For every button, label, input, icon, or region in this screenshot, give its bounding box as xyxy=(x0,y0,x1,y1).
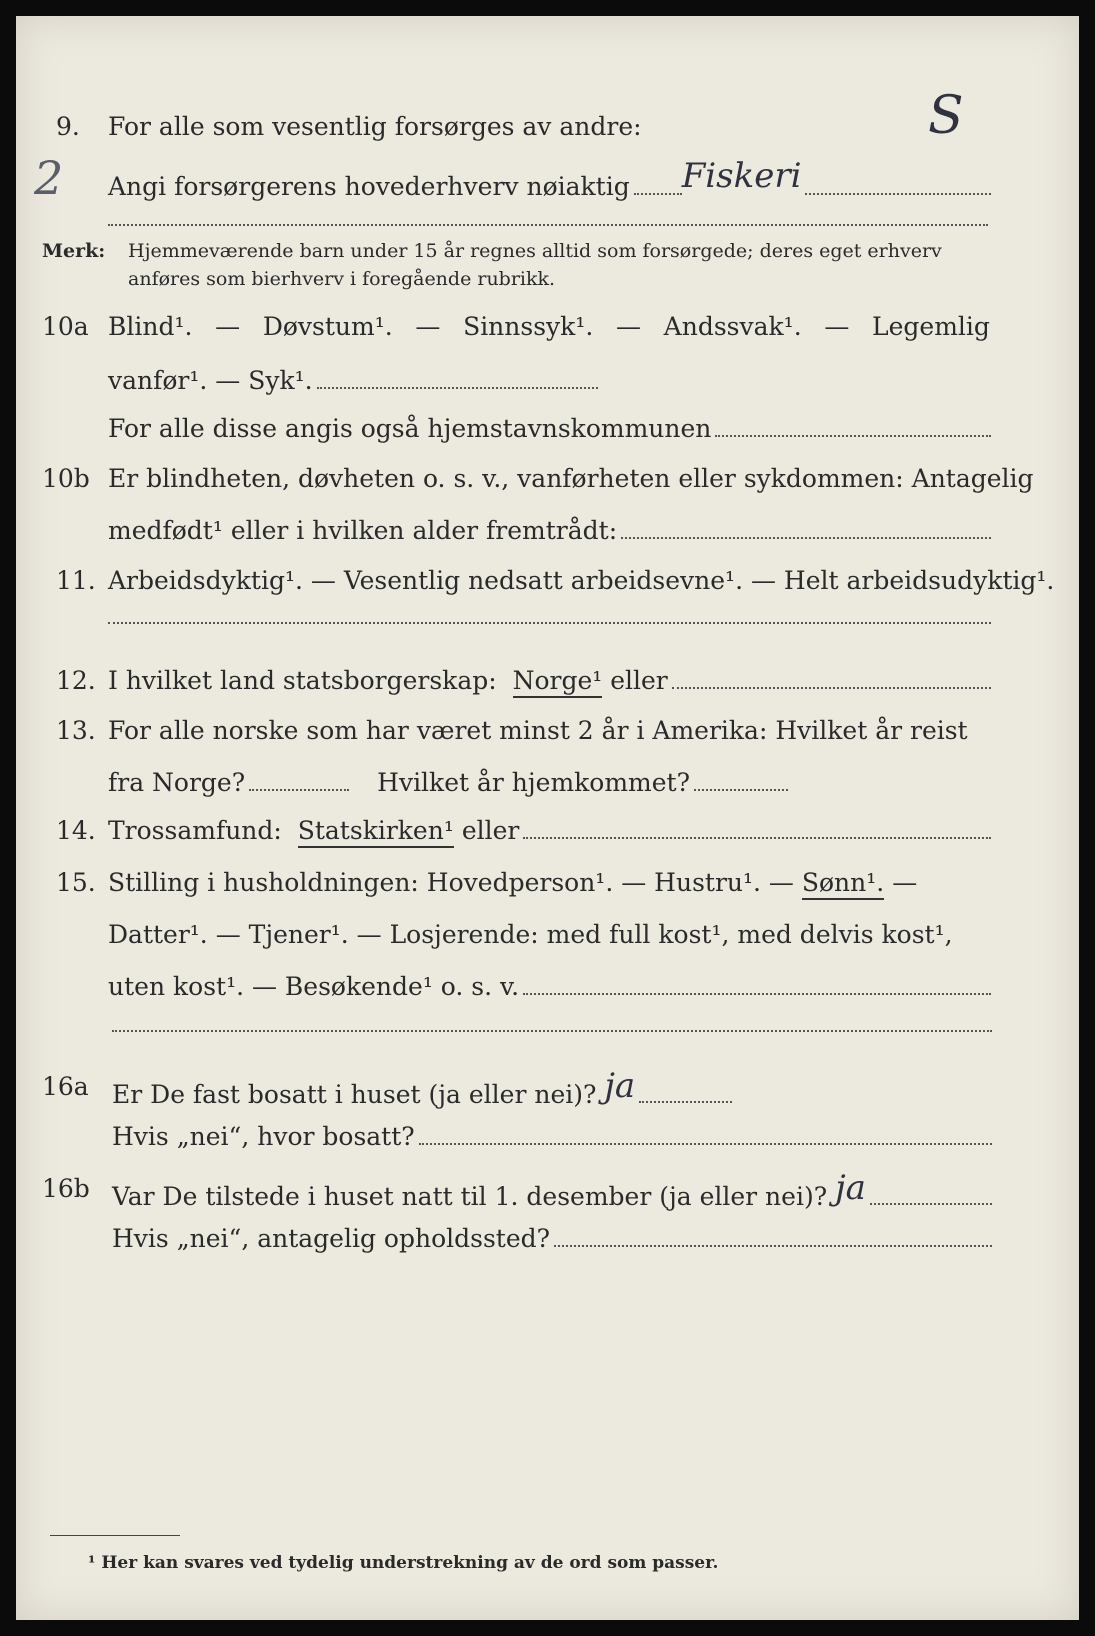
q16a-leader xyxy=(639,1101,732,1103)
q16a-line2 xyxy=(112,1122,992,1151)
q13-number: 13. xyxy=(56,716,96,745)
q12-pre: I hvilket land statsborgerskap: xyxy=(108,666,497,695)
q14-underlined-statskirken: Statskirken¹ xyxy=(298,816,454,848)
q13-leader-b xyxy=(694,789,788,791)
q11-line1: Arbeidsdyktig¹. — Vesentlig nedsatt arbeidsevne¹. — Helt arbeidsudyktig¹. xyxy=(108,566,1055,595)
q13-line1: For alle norske som har været minst 2 år i Amerika: Hvilket år reist xyxy=(108,716,968,745)
q15-line3-leader xyxy=(523,993,991,995)
note-line2: anføres som bierhverv i foregående rubrikk. xyxy=(128,268,556,290)
q10b-line2-text: medfødt¹ eller i hvilken alder fremtrådt: xyxy=(108,516,618,545)
q10a-line3-text: For alle disse angis også hjemstavnskommunen xyxy=(108,414,712,443)
q15-underlined-sonn: Sønn¹. xyxy=(802,868,884,900)
note-line1: Hjemmeværende barn under 15 år regnes alltid som forsørgede; deres eget erhverv xyxy=(128,240,942,262)
q10a-opt-dovstum: Døvstum¹. xyxy=(262,312,393,341)
q10a-line2-leader xyxy=(317,387,598,389)
footnote-rule xyxy=(50,1535,180,1536)
q16b-line2-leader xyxy=(554,1245,992,1247)
q10a-opt-sinnssyk: Sinnssyk¹. xyxy=(463,312,594,341)
q15-number: 15. xyxy=(56,868,96,897)
q15-line2: Datter¹. — Tjener¹. — Losjerende: med full kost¹, med delvis kost¹, xyxy=(108,920,953,949)
q10a-opt-blind: Blind¹. xyxy=(108,312,193,341)
q11-blank-line xyxy=(108,622,991,624)
note-label: Merk: xyxy=(42,240,106,262)
q15-line1-pre: Stilling i husholdningen: Hovedperson¹. — Hustru¹. — xyxy=(108,868,794,897)
q10a-dash-3: — xyxy=(615,312,641,341)
q10b-line2 xyxy=(108,516,991,545)
margin-handwritten-mark: 2 xyxy=(34,151,64,205)
q16a-answer-handwritten: ja xyxy=(604,1066,636,1106)
q9-number: 9. xyxy=(56,112,80,141)
q11-number: 11. xyxy=(56,566,96,595)
q9-leader-a xyxy=(634,193,682,195)
q15-line1-post: — xyxy=(892,868,918,897)
q10a-line1 xyxy=(108,312,990,341)
q15-line3-text: uten kost¹. — Besøkende¹ o. s. v. xyxy=(108,972,520,1001)
q16b-number: 16b xyxy=(42,1174,90,1203)
q16b-leader xyxy=(870,1203,992,1205)
q12-line1 xyxy=(108,666,991,698)
q12-underlined-norge: Norge¹ xyxy=(513,666,603,698)
q16b-line1-text: Var De tilstede i huset natt til 1. desember (ja eller nei)? xyxy=(112,1182,828,1211)
q12-number: 12. xyxy=(56,666,96,695)
q14-line1 xyxy=(108,816,991,848)
q14-pre: Trossamfund: xyxy=(108,816,282,845)
q16a-number: 16a xyxy=(42,1072,89,1101)
q12-leader xyxy=(672,687,991,689)
q15-blank-line xyxy=(112,1030,992,1032)
q10a-line2-text: vanfør¹. — Syk¹. xyxy=(108,366,313,395)
q16b-line2-text: Hvis „nei“, antagelig opholdssted? xyxy=(112,1224,551,1253)
q9-answer-mark: S xyxy=(928,86,964,146)
q9-line2 xyxy=(108,156,991,204)
q16a-line2-text: Hvis „nei“, hvor bosatt? xyxy=(112,1122,415,1151)
q14-number: 14. xyxy=(56,816,96,845)
q12-post: eller xyxy=(610,666,668,695)
q10a-dash-4: — xyxy=(824,312,850,341)
q16a-line1 xyxy=(112,1066,732,1112)
q10b-line1: Er blindheten, døvheten o. s. v., vanførheten eller sykdommen: Antagelig xyxy=(108,464,1034,493)
q14-leader xyxy=(523,837,991,839)
q15-line1 xyxy=(108,868,991,900)
form-page xyxy=(16,16,1079,1620)
q15-line3 xyxy=(108,972,991,1001)
q10a-number: 10a xyxy=(42,312,89,341)
q16b-line1 xyxy=(112,1168,992,1214)
q13-line2b: Hvilket år hjemkommet? xyxy=(377,768,691,797)
q16b-line2 xyxy=(112,1224,992,1253)
q10a-opt-legemlig: Legemlig xyxy=(872,312,990,341)
footnote: ¹ Her kan svares ved tydelig understrekning av de ord som passer. xyxy=(88,1553,719,1573)
q14-post: eller xyxy=(461,816,520,845)
q9-line2-text: Angi forsørgerens hovederhverv nøiaktig xyxy=(108,172,630,201)
q16a-line1-text: Er De fast bosatt i huset (ja eller nei)? xyxy=(112,1080,597,1109)
q10a-opt-andssvak: Andssvak¹. xyxy=(663,312,802,341)
q13-line2 xyxy=(108,768,788,797)
q9-line1: For alle som vesentlig forsørges av andre: xyxy=(108,112,642,141)
q9-blank-line xyxy=(108,224,988,226)
q10b-number: 10b xyxy=(42,464,90,493)
q10a-dash-2: — xyxy=(415,312,441,341)
q10b-line2-leader xyxy=(621,537,991,539)
q10a-line3-leader xyxy=(715,435,991,437)
q9-leader-b xyxy=(805,193,991,195)
q10a-line2 xyxy=(108,366,598,395)
q13-leader-a xyxy=(249,789,349,791)
q9-answer-handwritten: Fiskeri xyxy=(681,156,802,196)
q13-line2a: fra Norge? xyxy=(108,768,246,797)
q10a-dash-1: — xyxy=(215,312,241,341)
q16b-answer-handwritten: ja xyxy=(835,1168,866,1208)
q16a-line2-leader xyxy=(419,1143,992,1145)
q10a-line3 xyxy=(108,414,991,443)
